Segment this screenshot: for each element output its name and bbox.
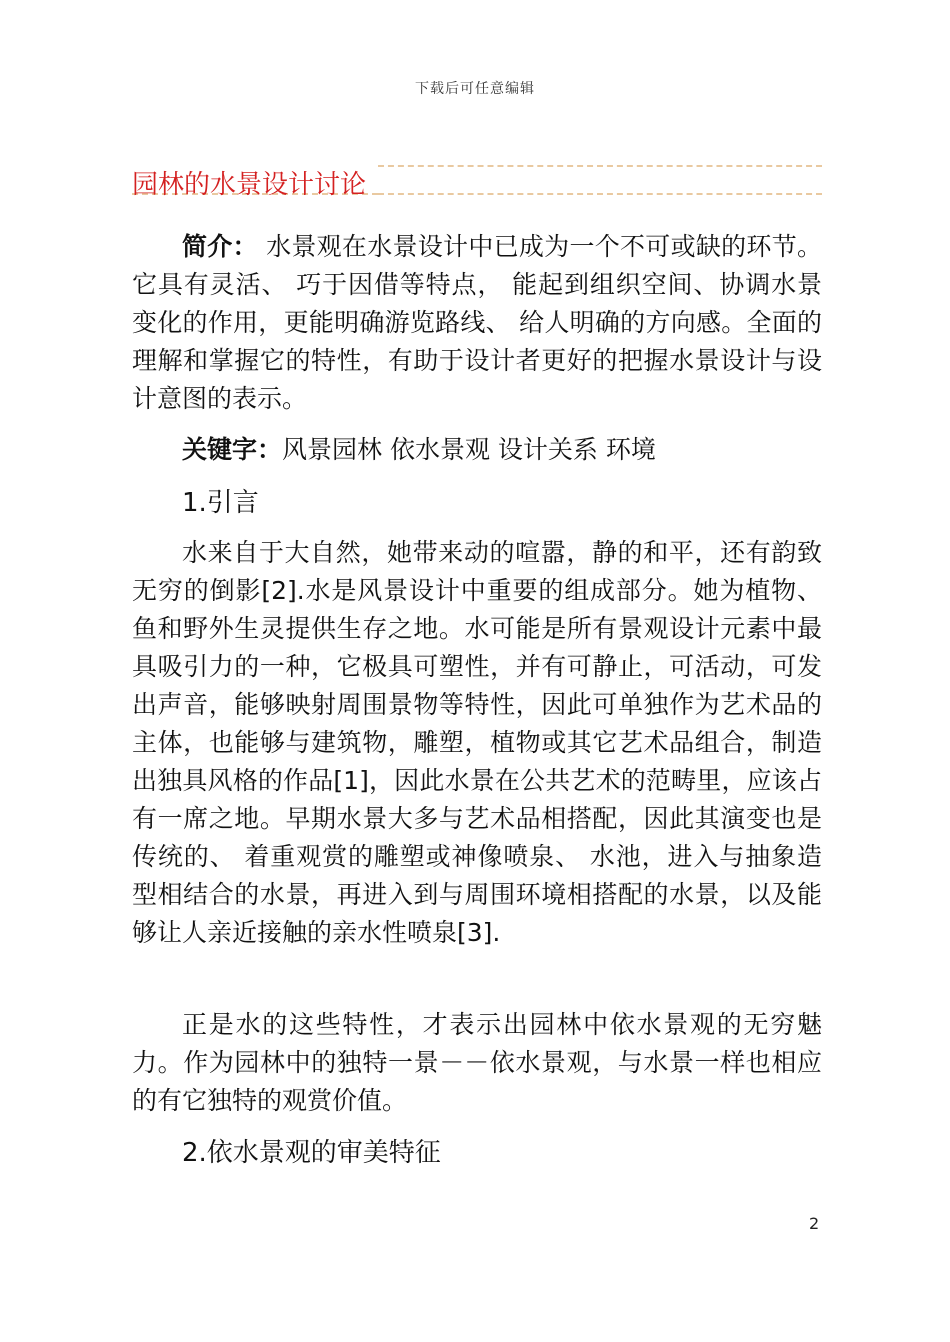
section-1-body: [132, 534, 822, 952]
page-header: 下载后可任意编辑: [415, 81, 535, 97]
document-title: 园林的水景设计讨论: [132, 170, 367, 200]
page-number: 2: [809, 1214, 820, 1233]
intro-paragraph: [132, 228, 822, 418]
title-rule-top: [378, 165, 822, 167]
section-1-paragraph-2: 正是水的这些特性，才表示出园林中依水景观的无穷魅力。作为园林中的独特一景－－依水景观，与水景一样也相应的有它独特的观赏价值。: [132, 1010, 822, 1115]
section-2-heading: 2.依水景观的审美特征: [182, 1138, 441, 1168]
title-block: [132, 158, 822, 206]
title-rule-bottom: [378, 193, 822, 195]
section-1-heading: 1.引言: [182, 488, 259, 518]
section-1-body-2: [132, 1006, 822, 1120]
intro-text: 水景观在水景设计中已成为一个不可或缺的环节。它具有灵活、 巧于因借等特点， 能起到组织空间、协调水景变化的作用，更能明确游览路线、 给人明确的方向感。全面的理解和掌握它的特性，有助于设计者更好的把握水景设计与设计意图的表示。: [132, 232, 822, 413]
intro-label: 简介：: [182, 232, 258, 261]
keywords-text: 风景园林 依水景观 设计关系 环境: [282, 435, 656, 464]
keywords-line: [132, 431, 822, 469]
intro-block: [132, 228, 822, 418]
keywords-label: 关键字：: [182, 435, 283, 464]
section-1-paragraph-1: 水来自于大自然，她带来动的喧嚣，静的和平，还有韵致无穷的倒影[2].水是风景设计中重要的组成部分。她为植物、 鱼和野外生灵提供生存之地。水可能是所有景观设计元素中最具吸引力的一种，它极具可塑性，并有可静止，可活动，可发出声音，能够映射周围景物等特性，因此可单独作为艺术品的主体，也能够与建筑物，雕塑，植物或其它艺术品组合，制造出独具风格的作品[1]，因此水景在公共艺术的范畴里，应该占有一席之地。早期水景大多与艺术品相搭配，因此其演变也是传统的、 着重观赏的雕塑或神像喷泉、 水池，进入与抽象造型相结合的水景，再进入到与周围环境相搭配的水景，以及能够让人亲近接触的亲水性喷泉[3].: [132, 538, 822, 947]
keywords-block: [132, 431, 822, 469]
